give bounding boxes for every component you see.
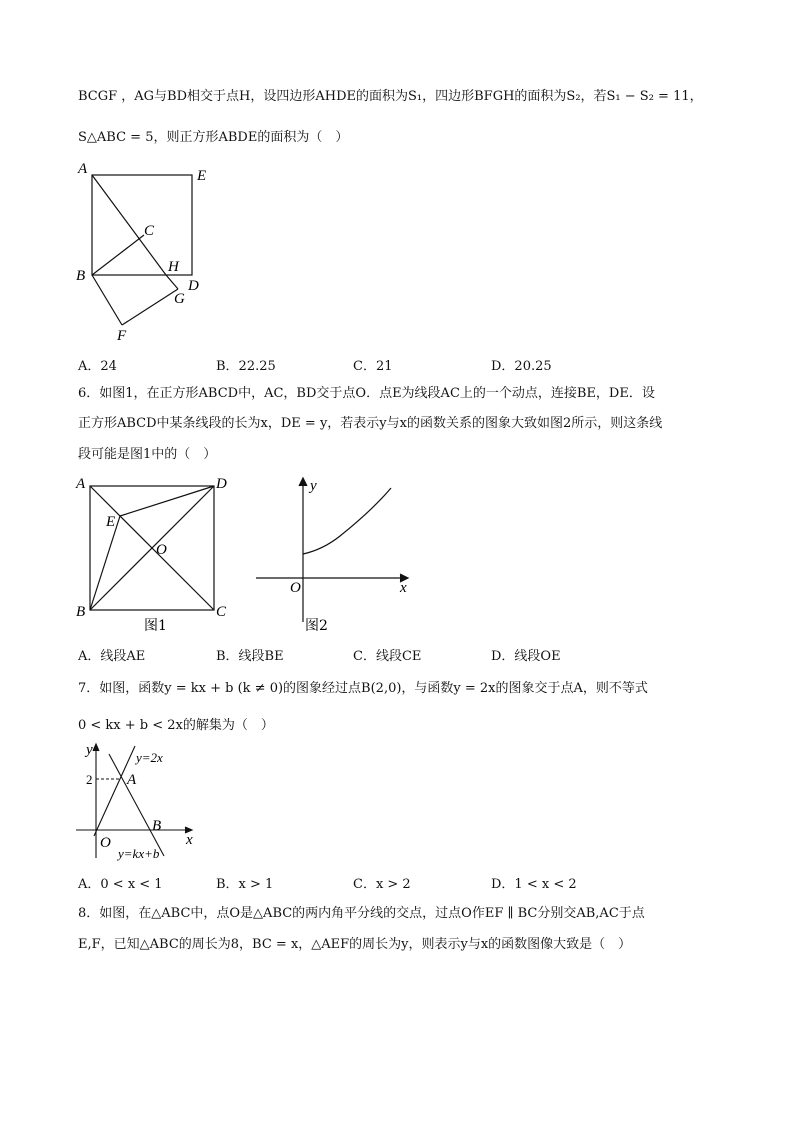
q7-text-line1: 7．如图，函数y = kx + b (k ≠ 0)的图象经过点B(2,0)，与函数y = 2x的图象交于点A，则不等式 bbox=[78, 681, 648, 696]
q6-text-line3: 段可能是图1中的（ ） bbox=[78, 447, 217, 462]
q6-fig1-label-a: A bbox=[76, 476, 86, 492]
q6-fig2-label-o: O bbox=[290, 580, 301, 596]
q7-option-a: A．0 < x < 1 bbox=[78, 877, 163, 892]
q5-figure bbox=[70, 158, 230, 348]
q6-fig2-label-y: y bbox=[310, 478, 317, 494]
q7-label-x: x bbox=[186, 832, 193, 848]
q6-option-d: D．线段OE bbox=[491, 649, 561, 664]
q5-label-g: G bbox=[174, 291, 185, 307]
q7-label-y-kxb: y=kx+b bbox=[118, 846, 160, 861]
q7-label-o: O bbox=[100, 835, 111, 851]
q7-figure bbox=[72, 740, 202, 865]
q5-option-b: B．22.25 bbox=[216, 359, 276, 374]
q7-option-b: B．x > 1 bbox=[216, 877, 274, 892]
q6-figure1 bbox=[72, 472, 242, 637]
q7-option-d: D．1 < x < 2 bbox=[491, 877, 577, 892]
q5-label-b: B bbox=[76, 268, 86, 284]
q5-label-e: E bbox=[197, 168, 207, 184]
q8-text-line1: 8．如图，在△ABC中，点O是△ABC的两内角平分线的交点，过点O作EF ∥ BC分别交AB,AC于点 bbox=[78, 906, 645, 921]
q7-option-c: C．x > 2 bbox=[353, 877, 411, 892]
q5-label-a: A bbox=[78, 161, 88, 177]
q5-text-line1: BCGF ，AG与BD相交于点H，设四边形AHDE的面积为S₁，四边形BFGH的面积为S₂，若S₁ − S₂ = 11， bbox=[78, 89, 703, 104]
q6-text-line1: 6．如图1，在正方形ABCD中，AC，BD交于点O．点E为线段AC上的一个动点，连接BE，DE．设 bbox=[78, 386, 655, 401]
q6-option-c: C．线段CE bbox=[353, 649, 422, 664]
q6-fig2-label-x: x bbox=[400, 580, 407, 596]
q6-fig1-label-c: C bbox=[216, 604, 227, 620]
q7-label-y: y bbox=[86, 742, 93, 758]
q6-figure2 bbox=[250, 472, 420, 637]
q7-label-b: B bbox=[152, 818, 162, 834]
q5-text-line2: S△ABC = 5，则正方形ABDE的面积为（ ） bbox=[78, 130, 349, 145]
q7-label-y-2x: y=2x bbox=[136, 750, 163, 765]
q6-fig1-label-o: O bbox=[156, 542, 167, 558]
q5-label-d: D bbox=[188, 278, 199, 294]
q5-label-f: F bbox=[117, 328, 127, 344]
q6-fig1-label-d: D bbox=[216, 476, 227, 492]
q7-text-line2: 0 < kx + b < 2x的解集为（ ） bbox=[78, 718, 274, 733]
q5-label-h: H bbox=[168, 259, 179, 275]
q6-fig2-caption: 图2 bbox=[305, 618, 328, 634]
q7-label-2: 2 bbox=[86, 772, 93, 787]
q5-option-d: D．20.25 bbox=[491, 359, 552, 374]
q6-text-line2: 正方形ABCD中某条线段的长为x，DE = y，若表示y与x的函数关系的图象大致如图2所示，则这条线 bbox=[78, 416, 663, 431]
q6-fig1-caption: 图1 bbox=[144, 618, 167, 634]
q6-option-a: A．线段AE bbox=[78, 649, 146, 664]
q8-text-line2: E,F，已知△ABC的周长为8，BC = x，△AEF的周长为y，则表示y与x的函数图像大致是（ ） bbox=[78, 937, 632, 952]
q5-option-c: C．21 bbox=[353, 359, 393, 374]
q5-label-c: C bbox=[144, 223, 155, 239]
q6-fig1-label-e: E bbox=[106, 514, 116, 530]
q6-option-b: B．线段BE bbox=[216, 649, 284, 664]
q6-fig1-label-b: B bbox=[76, 604, 86, 620]
q5-option-a: A．24 bbox=[78, 359, 117, 374]
q7-label-a: A bbox=[127, 772, 137, 788]
